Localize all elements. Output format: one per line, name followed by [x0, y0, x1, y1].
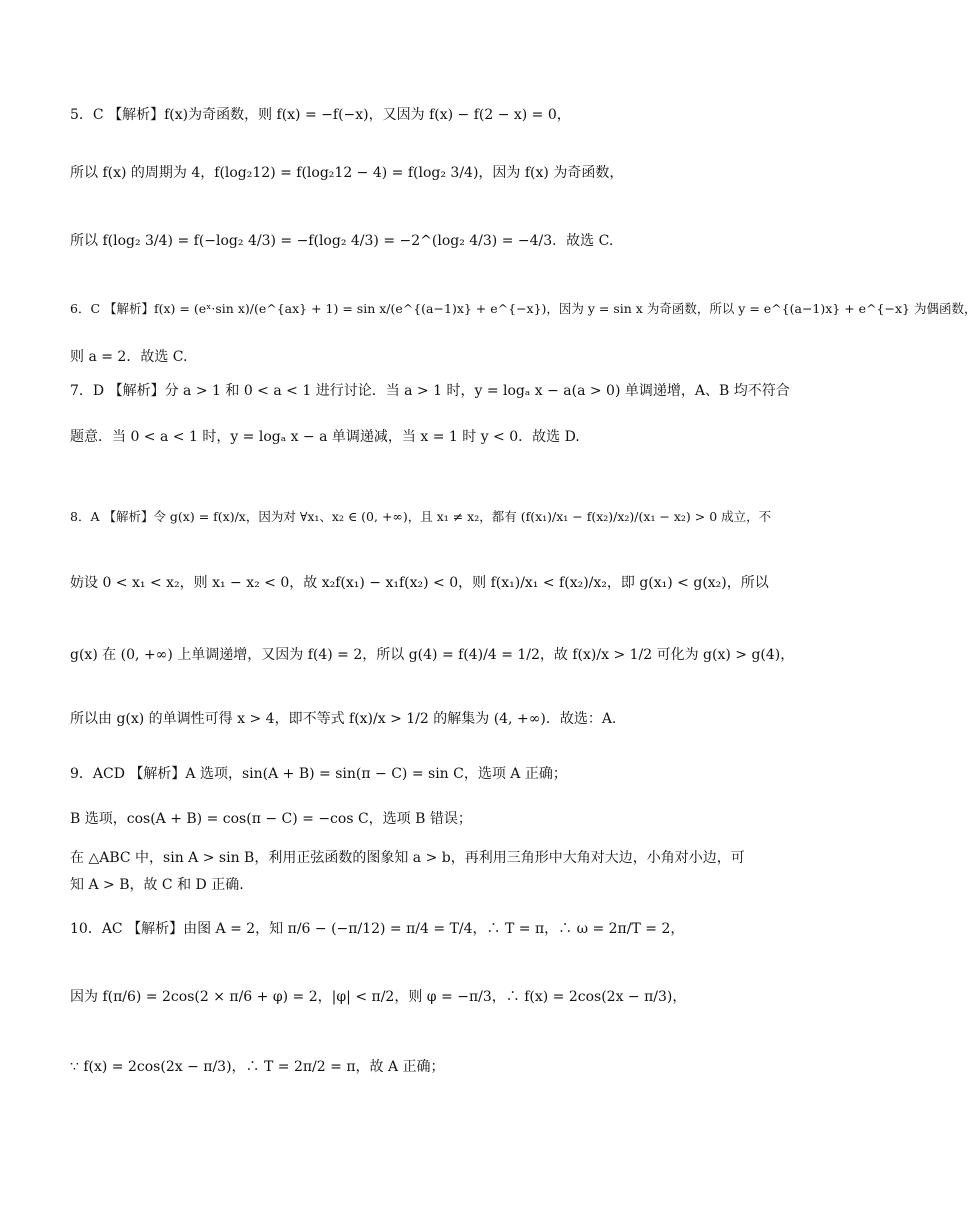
q5-line2: 所以 f(x) 的周期为 4，f(log₂12) = f(log₂12 − 4) = f(log₂ 3/4)，因为 f(x) 为奇函数， [70, 165, 624, 181]
q8-line4: 所以由 g(x) 的单调性可得 x > 4，即不等式 f(x)/x > 1/2 的解集为 (4, +∞)．故选：A. [70, 711, 617, 727]
q8-line1: 8．A 【解析】令 g(x) = f(x)/x，因为对 ∀x₁、x₂ ∈ (0, +∞)，且 x₁ ≠ x₂，都有 (f(x₁)/x₁ − f(x₂)/x₂)/(x₁ − x₂) > 0 成立，不 [70, 509, 772, 524]
q10-line3: ∵ f(x) = 2cos(2x − π/3)，∴ T = 2π/2 = π，故 A 正确； [70, 1059, 445, 1075]
q9-line4: 知 A > B，故 C 和 D 正确. [70, 877, 244, 893]
q7-line2: 题意．当 0 < a < 1 时，y = logₐ x − a 单调递减，当 x = 1 时 y < 0．故选 D. [70, 429, 580, 445]
q9-line3: 在 △ABC 中，sin A > sin B，利用正弦函数的图象知 a > b，再利用三角形中大角对大边，小角对小边，可 [70, 850, 745, 866]
q10-line2: 因为 f(π/6) = 2cos(2 × π/6 + φ) = 2，|φ| < π/2，则 φ = −π/3，∴ f(x) = 2cos(2x − π/3)， [70, 989, 687, 1005]
q9-line1: 9．ACD 【解析】A 选项，sin(A + B) = sin(π − C) = sin C，选项 A 正确； [70, 766, 567, 782]
q8-line3: g(x) 在 (0, +∞) 上单调递增，又因为 f(4) = 2，所以 g(4) = f(4)/4 = 1/2，故 f(x)/x > 1/2 可化为 g(x) > g(4)， [70, 647, 795, 663]
q10-line1: 10．AC 【解析】由图 A = 2，知 π/6 − (−π/12) = π/4 = T/4，∴ T = π，∴ ω = 2π/T = 2， [70, 921, 685, 937]
q8-line2: 妨设 0 < x₁ < x₂，则 x₁ − x₂ < 0，故 x₂f(x₁) − x₁f(x₂) < 0，则 f(x₁)/x₁ < f(x₂)/x₂，即 g(x₁) < g(x₂)，所以 [70, 575, 769, 591]
q5-line3: 所以 f(log₂ 3/4) = f(−log₂ 4/3) = −f(log₂ 4/3) = −2^(log₂ 4/3) = −4/3．故选 C. [70, 233, 614, 249]
q6-line2: 则 a = 2．故选 C. [70, 349, 188, 365]
q9-line2: B 选项，cos(A + B) = cos(π − C) = −cos C，选项 B 错误； [70, 811, 472, 827]
q7-line1: 7．D 【解析】分 a > 1 和 0 < a < 1 进行讨论．当 a > 1 时，y = logₐ x − a(a > 0) 单调递增，A、B 均不符合 [70, 383, 790, 399]
q5-line1: 5．C 【解析】f(x)为奇函数，则 f(x) = −f(−x)，又因为 f(x) − f(2 − x) = 0， [70, 107, 571, 123]
q6-line1: 6．C 【解析】f(x) = (eˣ·sin x)/(e^{ax} + 1) = sin x/(e^{(a−1)x} + e^{−x})，因为 y = sin x 为奇函数，所以 y = e^{(a−1)x} + e^{−x} 为偶函数， [70, 301, 976, 316]
